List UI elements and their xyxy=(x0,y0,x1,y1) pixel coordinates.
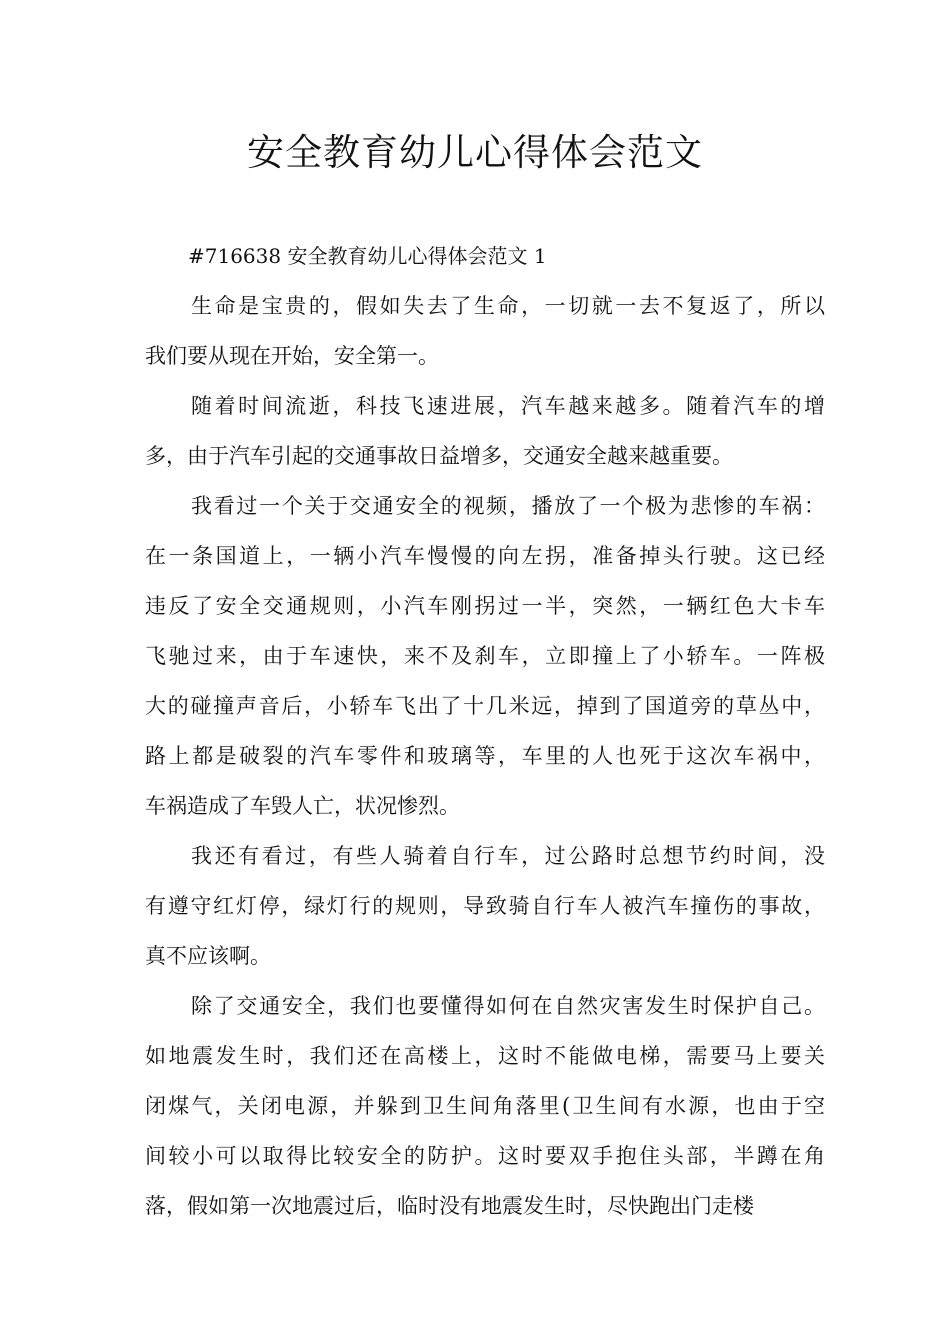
paragraph-line: 有遵守红灯停，绿灯行的规则，导致骑自行车人被汽车撞伤的事故， xyxy=(145,894,825,918)
paragraph-line: 车祸造成了车毁人亡，状况惨烈。 xyxy=(145,794,460,818)
paragraph xyxy=(145,481,825,831)
paragraph-line: 在一条国道上，一辆小汽车慢慢的向左拐，准备掉头行驶。这已经 xyxy=(145,544,825,568)
paragraph-line: 多，由于汽车引起的交通事故日益增多，交通安全越来越重要。 xyxy=(145,444,733,468)
section-heading: #716638 安全教育幼儿心得体会范文 1 xyxy=(188,244,547,268)
paragraph-line: 随着时间流逝，科技飞速进展，汽车越来越多。随着汽车的增 xyxy=(191,394,825,418)
paragraph-line: 生命是宝贵的，假如失去了生命，一切就一去不复返了，所以 xyxy=(191,294,825,318)
paragraph-line: 大的碰撞声音后，小轿车飞出了十几米远，掉到了国道旁的草丛中， xyxy=(145,694,825,718)
paragraph-line: 除了交通安全，我们也要懂得如何在自然灾害发生时保护自己。 xyxy=(191,994,825,1018)
paragraph-line: 真不应该啊。 xyxy=(145,944,271,968)
paragraph-line: 我还有看过，有些人骑着自行车，过公路时总想节约时间，没 xyxy=(191,844,825,868)
paragraph xyxy=(145,381,825,481)
paragraph-line: 路上都是破裂的汽车零件和玻璃等，车里的人也死于这次车祸中， xyxy=(145,744,825,768)
paragraph-line: 我们要从现在开始，安全第一。 xyxy=(145,344,439,368)
paragraph-list xyxy=(145,281,825,1231)
paragraph xyxy=(145,981,825,1231)
paragraph-line: 如地震发生时，我们还在高楼上，这时不能做电梯，需要马上要关 xyxy=(145,1044,825,1068)
document-title: 安全教育幼儿心得体会范文 xyxy=(247,131,703,174)
document-body xyxy=(145,231,825,1231)
paragraph-line: 我看过一个关于交通安全的视频，播放了一个极为悲惨的车祸： xyxy=(191,494,825,518)
paragraph xyxy=(145,831,825,981)
paragraph xyxy=(145,281,825,381)
paragraph-line: 闭煤气，关闭电源，并躲到卫生间角落里(卫生间有水源，也由于空 xyxy=(145,1094,825,1118)
paragraph-line: 间较小可以取得比较安全的防护。这时要双手抱住头部，半蹲在角 xyxy=(145,1144,825,1168)
paragraph-line: 飞驰过来，由于车速快，来不及刹车，立即撞上了小轿车。一阵极 xyxy=(145,644,825,668)
paragraph-line: 落，假如第一次地震过后，临时没有地震发生时，尽快跑出门走楼 xyxy=(145,1194,754,1218)
paragraph-line: 违反了安全交通规则，小汽车刚拐过一半，突然，一辆红色大卡车 xyxy=(145,594,825,618)
